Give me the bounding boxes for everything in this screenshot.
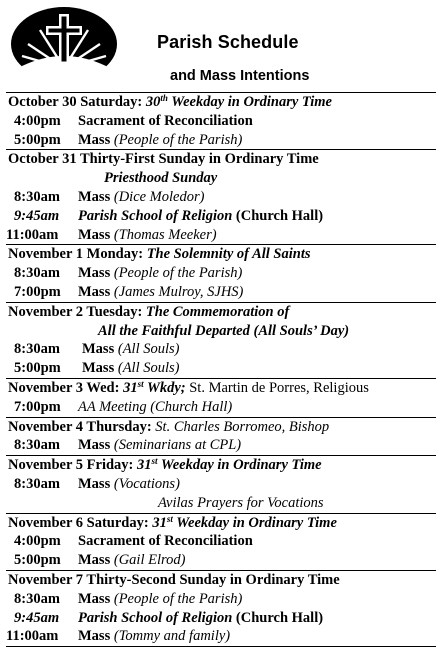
schedule-entry: 11:00am Mass (Thomas Meeker) bbox=[6, 226, 217, 243]
schedule-day bbox=[6, 570, 436, 647]
day-header: November 5 Friday: 31st Weekday in Ordinary Time bbox=[8, 456, 322, 474]
day-subheader: Priesthood Sunday bbox=[104, 170, 218, 187]
day-header: November 3 Wed: 31st Wkdy; St. Martin de Porres, Religious bbox=[8, 378, 369, 396]
day-header: October 30 Saturday: 30th Weekday in Ordinary Time bbox=[8, 93, 332, 110]
schedule-day bbox=[6, 455, 436, 512]
day-subheader: All the Faithful Departed (All Souls’ Day) bbox=[98, 322, 350, 339]
schedule-entry: 8:30am Mass (Seminarians at CPL) bbox=[14, 437, 242, 454]
schedule-day bbox=[6, 378, 436, 417]
schedule-entry: 9:45am Parish School of Religion (Church Hall) bbox=[14, 207, 324, 224]
header bbox=[0, 0, 441, 92]
day-header: November 6 Saturday: 31st Weekday in Ordinary Time bbox=[8, 513, 337, 531]
schedule-entry: 8:30am Mass (All Souls) bbox=[14, 341, 180, 358]
schedule-day bbox=[6, 149, 436, 244]
schedule-entry: 7:00pm AA Meeting (Church Hall) bbox=[14, 398, 233, 415]
schedule-entry: 4:00pm Sacrament of Reconciliation bbox=[14, 112, 253, 129]
schedule-day bbox=[6, 513, 436, 570]
schedule-entry: 8:30am Mass (People of the Parish) bbox=[14, 265, 243, 282]
day-header: November 7 Thirty-Second Sunday in Ordinary Time bbox=[8, 571, 340, 588]
day-header: October 31 Thirty-First Sunday in Ordinary Time bbox=[8, 151, 319, 168]
schedule-entry: 5:00pm Mass (People of the Parish) bbox=[14, 131, 243, 148]
page-subtitle: and Mass Intentions bbox=[170, 68, 310, 84]
schedule-entry: 11:00am Mass (Tommy and family) bbox=[6, 628, 231, 645]
schedule-entry: 8:30am Mass (Vocations) bbox=[14, 475, 180, 492]
schedule-entry: 8:30am Mass (People of the Parish) bbox=[14, 590, 243, 607]
schedule-entry: 4:00pm Sacrament of Reconciliation bbox=[14, 533, 253, 550]
page-title: Parish Schedule bbox=[157, 32, 299, 52]
schedule-day bbox=[6, 302, 436, 378]
schedule-day bbox=[6, 92, 436, 149]
schedule-list bbox=[6, 92, 436, 647]
schedule-entry: 5:00pm Mass (Gail Elrod) bbox=[14, 552, 186, 569]
day-header: November 4 Thursday: St. Charles Borromeo, Bishop bbox=[8, 418, 330, 435]
day-header: November 2 Tuesday: The Commemoration of bbox=[8, 303, 290, 320]
schedule-day bbox=[6, 244, 436, 301]
schedule-entry: 5:00pm Mass (All Souls) bbox=[14, 360, 180, 377]
schedule-note: Avilas Prayers for Vocations bbox=[158, 494, 324, 511]
cross-sunrise-logo-icon bbox=[10, 6, 118, 82]
schedule-entry: 7:00pm Mass (James Mulroy, SJHS) bbox=[14, 283, 244, 300]
schedule-day bbox=[6, 417, 436, 456]
schedule-entry: 8:30am Mass (Dice Moledor) bbox=[14, 188, 205, 205]
day-header: November 1 Monday: The Solemnity of All Saints bbox=[8, 246, 311, 263]
schedule-entry: 9:45am Parish School of Religion (Church Hall) bbox=[14, 609, 324, 626]
